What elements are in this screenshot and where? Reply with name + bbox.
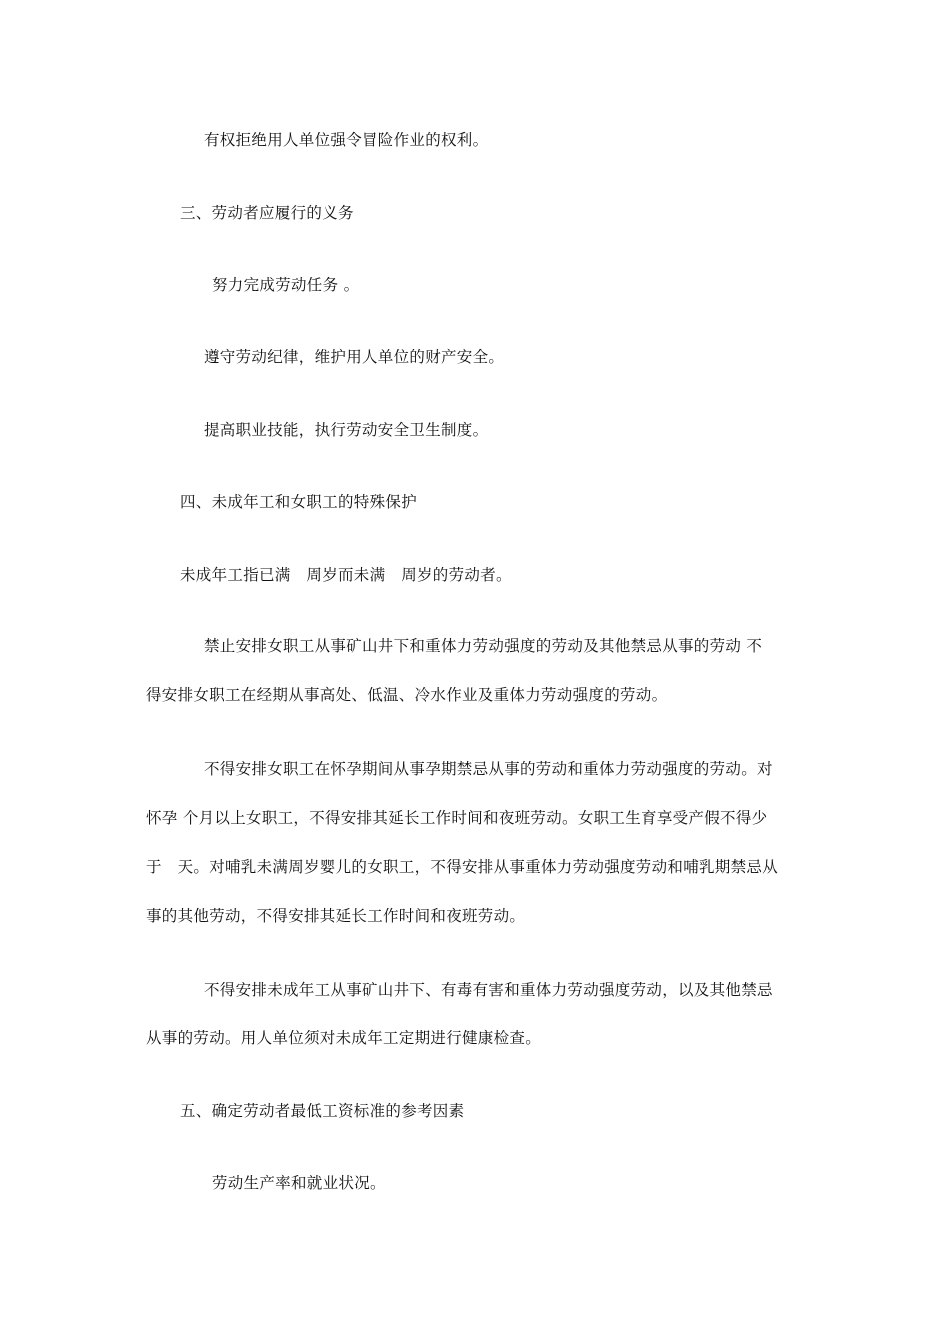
paragraph-line: 努力完成劳动任务 。: [212, 276, 360, 294]
paragraph-line: 从事的劳动。用人单位须对未成年工定期进行健康检查。: [146, 1029, 542, 1047]
paragraph-line: 禁止安排女职工从事矿山井下和重体力劳动强度的劳动及其他禁忌从事的劳动 不: [204, 637, 763, 655]
paragraph-line: 事的其他劳动，不得安排其延长工作时间和夜班劳动。: [146, 907, 526, 925]
paragraph-line: 提高职业技能，执行劳动安全卫生制度。: [204, 421, 489, 439]
paragraph-line: 遵守劳动纪律，维护用人单位的财产安全。: [204, 348, 505, 366]
paragraph-line: 劳动生产率和就业状况。: [212, 1174, 386, 1192]
paragraph-line: 于 天。对哺乳未满周岁婴儿的女职工，不得安排从事重体力劳动强度劳动和哺乳期禁忌从: [146, 858, 779, 876]
paragraph-line: 怀孕 个月以上女职工，不得安排其延长工作时间和夜班劳动。女职工生育享受产假不得少: [146, 809, 768, 827]
section-heading-4: 四、未成年工和女职工的特殊保护: [180, 493, 418, 511]
paragraph-line: 得安排女职工在经期从事高处、低温、冷水作业及重体力劳动强度的劳动。: [146, 686, 668, 704]
paragraph-line: 有权拒绝用人单位强令冒险作业的权利。: [204, 131, 489, 149]
paragraph-line: 不得安排未成年工从事矿山井下、有毒有害和重体力劳动强度劳动，以及其他禁忌: [204, 981, 773, 999]
paragraph-line: 不得安排女职工在怀孕期间从事孕期禁忌从事的劳动和重体力劳动强度的劳动。对: [204, 760, 773, 778]
section-heading-3: 三、劳动者应履行的义务: [180, 204, 354, 222]
section-heading-5: 五、确定劳动者最低工资标准的参考因素: [180, 1102, 465, 1120]
paragraph-line: 未成年工指已满 周岁而未满 周岁的劳动者。: [180, 566, 512, 584]
